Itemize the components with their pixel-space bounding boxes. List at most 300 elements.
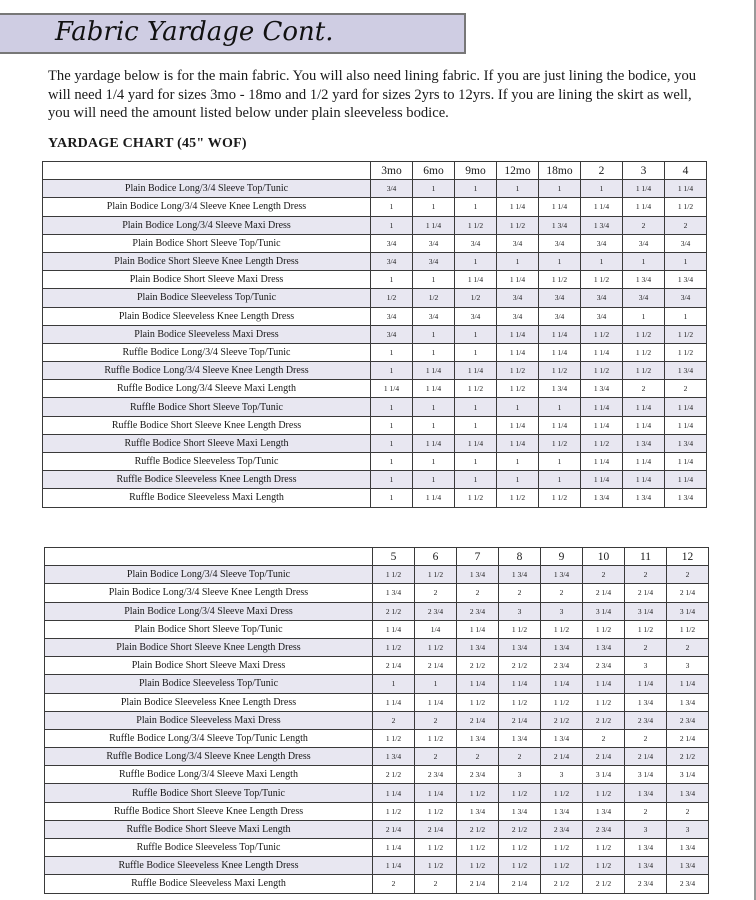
garment-style-label: Plain Bodice Short Sleeve Top/Tunic: [45, 620, 373, 638]
yardage-cell: 3/4: [539, 289, 581, 307]
yardage-cell: 1 3/4: [539, 380, 581, 398]
yardage-cell: 1: [413, 453, 455, 471]
garment-style-label: Plain Bodice Sleeveless Knee Length Dress: [45, 693, 373, 711]
yardage-cell: 1 1/2: [499, 857, 541, 875]
yardage-cell: 1: [371, 453, 413, 471]
yardage-cell: 1 1/4: [623, 471, 665, 489]
yardage-cell: 1 3/4: [665, 434, 707, 452]
yardage-cell: 1 1/4: [455, 362, 497, 380]
yardage-cell: 1: [665, 307, 707, 325]
yardage-cell: 1 1/2: [457, 839, 499, 857]
yardage-cell: 2: [415, 711, 457, 729]
yardage-cell: 1 1/4: [497, 325, 539, 343]
yardage-cell: 1 1/4: [373, 784, 415, 802]
yardage-cell: 2: [415, 875, 457, 893]
yardage-cell: 3: [499, 766, 541, 784]
intro-paragraph: The yardage below is for the main fabric. You will also need lining fabric. If you are just lining the bodice, you will need 1/4 yard for sizes 3mo - 18mo and 1/2 yard for sizes 2yrs to 12yrs. If you are lining the skirt as well, you will need the amount listed below under plain sleeveless bodice.: [48, 68, 697, 122]
yardage-cell: 1 3/4: [583, 638, 625, 656]
garment-style-label: Ruffle Bodice Long/3/4 Sleeve Top/Tunic Length: [45, 729, 373, 747]
yardage-cell: 1 1/2: [539, 434, 581, 452]
yardage-cell: 1: [371, 434, 413, 452]
size-header-row: [43, 162, 707, 180]
yardage-cell: 1 1/4: [497, 416, 539, 434]
garment-style-label: Plain Bodice Long/3/4 Sleeve Top/Tunic: [45, 566, 373, 584]
yardage-cell: 1: [539, 471, 581, 489]
yardage-cell: 1: [455, 180, 497, 198]
yardage-cell: 1 3/4: [499, 638, 541, 656]
yardage-cell: 2: [415, 584, 457, 602]
yardage-cell: 1: [371, 216, 413, 234]
yardage-cell: 1 1/4: [457, 620, 499, 638]
yardage-cell: 1: [413, 398, 455, 416]
yardage-cell: 1 1/4: [413, 434, 455, 452]
table-row: [43, 271, 707, 289]
yardage-cell: 1: [497, 398, 539, 416]
yardage-cell: 1 1/2: [665, 325, 707, 343]
yardage-cell: 2 1/2: [457, 820, 499, 838]
yardage-cell: 2 1/2: [667, 748, 709, 766]
yardage-cell: 1 1/4: [665, 398, 707, 416]
yardage-cell: 2 3/4: [667, 875, 709, 893]
yardage-cell: 1 1/4: [539, 325, 581, 343]
yardage-cell: 3/4: [455, 234, 497, 252]
size-header: 5: [373, 548, 415, 566]
yardage-cell: 1 1/4: [413, 489, 455, 507]
yardage-cell: 1: [371, 343, 413, 361]
yardage-cell: 3/4: [539, 307, 581, 325]
yardage-cell: 2 1/4: [457, 711, 499, 729]
garment-style-label: Ruffle Bodice Long/3/4 Sleeve Knee Length Dress: [45, 748, 373, 766]
yardage-cell: 1: [373, 675, 415, 693]
chart-heading: YARDAGE CHART (45" WOF): [48, 136, 247, 151]
yardage-cell: 1 3/4: [667, 839, 709, 857]
yardage-cell: 1 1/2: [623, 325, 665, 343]
size-header: 6: [415, 548, 457, 566]
yardage-cell: 3: [667, 657, 709, 675]
yardage-cell: 1 1/2: [499, 693, 541, 711]
yardage-cell: 2 1/4: [499, 711, 541, 729]
yardage-cell: 2: [415, 748, 457, 766]
yardage-cell: 1 1/2: [539, 362, 581, 380]
garment-style-label: Plain Bodice Sleeveless Top/Tunic: [43, 289, 371, 307]
table-row: [45, 857, 709, 875]
yardage-cell: 1 1/2: [455, 380, 497, 398]
yardage-cell: 3: [625, 657, 667, 675]
table-row: [45, 602, 709, 620]
garment-style-label: Ruffle Bodice Short Sleeve Maxi Length: [45, 820, 373, 838]
yardage-cell: 1 1/2: [457, 857, 499, 875]
yardage-cell: 1/4: [415, 620, 457, 638]
yardage-cell: 1 1/2: [415, 566, 457, 584]
yardage-cell: 3/4: [581, 234, 623, 252]
yardage-cell: 3/4: [665, 289, 707, 307]
yardage-cell: 2 1/2: [373, 602, 415, 620]
yardage-cell: 1/2: [455, 289, 497, 307]
yardage-cell: 1: [455, 398, 497, 416]
garment-style-label: Ruffle Bodice Sleeveless Knee Length Dress: [43, 471, 371, 489]
yardage-cell: 1 1/2: [539, 271, 581, 289]
yardage-cell: 1 1/2: [541, 784, 583, 802]
yardage-cell: 3/4: [581, 307, 623, 325]
garment-style-label: Ruffle Bodice Short Sleeve Knee Length Dress: [45, 802, 373, 820]
table-row: [45, 820, 709, 838]
garment-style-label: Plain Bodice Short Sleeve Knee Length Dress: [43, 252, 371, 270]
yardage-cell: 2: [457, 748, 499, 766]
yardage-cell: 1 1/4: [665, 471, 707, 489]
yardage-cell: 2: [667, 638, 709, 656]
yardage-cell: 2 3/4: [625, 711, 667, 729]
yardage-cell: 3/4: [371, 307, 413, 325]
yardage-cell: 2 1/4: [667, 584, 709, 602]
table-row: [45, 657, 709, 675]
yardage-cell: 1 1/4: [497, 198, 539, 216]
yardage-cell: 3/4: [371, 252, 413, 270]
yardage-cell: 2: [583, 729, 625, 747]
yardage-cell: 2: [457, 584, 499, 602]
yardage-cell: 2 3/4: [457, 766, 499, 784]
yardage-cell: 3/4: [623, 234, 665, 252]
yardage-cell: 1: [413, 180, 455, 198]
yardage-cell: 1 1/4: [373, 857, 415, 875]
yardage-cell: 1 1/4: [665, 416, 707, 434]
size-header: 4: [665, 162, 707, 180]
yardage-cell: 2 3/4: [583, 657, 625, 675]
yardage-cell: 2 1/2: [457, 657, 499, 675]
garment-style-label: Ruffle Bodice Sleeveless Top/Tunic: [43, 453, 371, 471]
table-row: [43, 180, 707, 198]
yardage-cell: 1 3/4: [581, 380, 623, 398]
yardage-cell: 2 1/4: [541, 748, 583, 766]
yardage-cell: 2 3/4: [415, 766, 457, 784]
yardage-cell: 1 1/2: [581, 271, 623, 289]
yardage-cell: 1: [413, 471, 455, 489]
yardage-cell: 1: [413, 198, 455, 216]
garment-style-label: Ruffle Bodice Short Sleeve Top/Tunic: [43, 398, 371, 416]
yardage-cell: 1 1/2: [581, 362, 623, 380]
yardage-cell: 1 1/2: [539, 489, 581, 507]
garment-style-label: Plain Bodice Short Sleeve Knee Length Dress: [45, 638, 373, 656]
garment-style-label: Plain Bodice Long/3/4 Sleeve Maxi Dress: [45, 602, 373, 620]
yardage-cell: 1 3/4: [625, 693, 667, 711]
yardage-cell: 1/2: [413, 289, 455, 307]
yardage-cell: 1 1/2: [541, 620, 583, 638]
yardage-cell: 3: [541, 766, 583, 784]
table-row: [43, 325, 707, 343]
size-header: 3mo: [371, 162, 413, 180]
yardage-cell: 1 1/4: [625, 675, 667, 693]
yardage-cell: 1 1/4: [581, 343, 623, 361]
yardage-cell: 1 1/2: [623, 362, 665, 380]
yardage-cell: 2 1/4: [415, 820, 457, 838]
garment-style-label: Plain Bodice Sleeveless Top/Tunic: [45, 675, 373, 693]
yardage-cell: 2 1/4: [625, 748, 667, 766]
yardage-cell: 1 1/4: [581, 416, 623, 434]
yardage-cell: 1: [415, 675, 457, 693]
yardage-cell: 1: [623, 252, 665, 270]
yardage-cell: 2 3/4: [415, 602, 457, 620]
yardage-cell: 1: [413, 271, 455, 289]
table-row: [43, 289, 707, 307]
yardage-cell: 1: [581, 180, 623, 198]
yardage-cell: 3/4: [497, 289, 539, 307]
yardage-cell: 1 1/4: [581, 398, 623, 416]
yardage-cell: 1 1/2: [455, 216, 497, 234]
yardage-cell: 1 1/2: [455, 489, 497, 507]
yardage-cell: 1 1/2: [415, 729, 457, 747]
yardage-cell: 2: [583, 566, 625, 584]
yardage-table-large-sizes: [44, 547, 709, 894]
garment-style-label: Plain Bodice Sleeveless Maxi Dress: [43, 325, 371, 343]
yardage-cell: 1 1/2: [667, 620, 709, 638]
yardage-cell: 3 1/4: [625, 766, 667, 784]
yardage-cell: 1 3/4: [541, 566, 583, 584]
table-row: [45, 566, 709, 584]
yardage-cell: 1 1/4: [373, 693, 415, 711]
yardage-cell: 2: [665, 380, 707, 398]
yardage-cell: 1 1/4: [539, 198, 581, 216]
garment-style-label: Ruffle Bodice Short Sleeve Top/Tunic: [45, 784, 373, 802]
garment-style-label: Ruffle Bodice Short Sleeve Maxi Length: [43, 434, 371, 452]
yardage-cell: 2 3/4: [625, 875, 667, 893]
yardage-cell: 1 1/2: [665, 198, 707, 216]
garment-style-label: Plain Bodice Short Sleeve Maxi Dress: [43, 271, 371, 289]
yardage-cell: 1 3/4: [581, 489, 623, 507]
garment-style-label: Plain Bodice Short Sleeve Top/Tunic: [43, 234, 371, 252]
yardage-cell: 1 1/4: [455, 434, 497, 452]
garment-style-label: Ruffle Bodice Short Sleeve Knee Length Dress: [43, 416, 371, 434]
yardage-cell: 3/4: [497, 307, 539, 325]
yardage-cell: 1 3/4: [541, 802, 583, 820]
yardage-cell: 2 1/4: [499, 875, 541, 893]
yardage-cell: 1 1/2: [497, 216, 539, 234]
garment-style-label: Ruffle Bodice Sleeveless Top/Tunic: [45, 839, 373, 857]
yardage-cell: 1 3/4: [373, 748, 415, 766]
yardage-cell: 2 1/2: [541, 875, 583, 893]
yardage-cell: 1: [371, 398, 413, 416]
garment-style-label: Ruffle Bodice Long/3/4 Sleeve Top/Tunic: [43, 343, 371, 361]
yardage-cell: 1 1/4: [413, 362, 455, 380]
yardage-cell: 1/2: [371, 289, 413, 307]
yardage-cell: 2: [623, 216, 665, 234]
yardage-cell: 1 1/4: [415, 693, 457, 711]
yardage-cell: 1 1/2: [625, 620, 667, 638]
yardage-cell: 1 1/2: [499, 784, 541, 802]
yardage-cell: 3: [667, 820, 709, 838]
yardage-cell: 2 1/2: [499, 657, 541, 675]
table-row: [43, 216, 707, 234]
garment-style-label: Ruffle Bodice Long/3/4 Sleeve Maxi Length: [45, 766, 373, 784]
table-row: [43, 416, 707, 434]
table-row: [43, 398, 707, 416]
yardage-cell: 1 1/4: [581, 198, 623, 216]
yardage-cell: 1: [455, 343, 497, 361]
yardage-cell: 1 1/2: [415, 638, 457, 656]
yardage-cell: 1 1/4: [581, 471, 623, 489]
yardage-cell: 1 3/4: [623, 434, 665, 452]
yardage-cell: 1 3/4: [499, 566, 541, 584]
yardage-cell: 1 1/2: [583, 839, 625, 857]
yardage-cell: 1 1/2: [583, 693, 625, 711]
garment-style-label: Ruffle Bodice Long/3/4 Sleeve Knee Length Dress: [43, 362, 371, 380]
yardage-table-small-sizes: [42, 161, 707, 508]
yardage-cell: 1: [413, 325, 455, 343]
yardage-cell: 1 3/4: [499, 729, 541, 747]
yardage-cell: 1 3/4: [541, 638, 583, 656]
yardage-cell: 2: [541, 584, 583, 602]
yardage-cell: 1 1/4: [415, 784, 457, 802]
yardage-cell: 1 3/4: [583, 802, 625, 820]
yardage-cell: 3 1/4: [625, 602, 667, 620]
yardage-cell: 1 1/2: [373, 638, 415, 656]
yardage-cell: 2: [625, 729, 667, 747]
yardage-cell: 1 3/4: [581, 216, 623, 234]
yardage-cell: 3/4: [497, 234, 539, 252]
garment-style-label: Plain Bodice Long/3/4 Sleeve Knee Length Dress: [45, 584, 373, 602]
yardage-cell: 2: [667, 566, 709, 584]
table-row: [45, 729, 709, 747]
yardage-cell: 3 1/4: [583, 766, 625, 784]
yardage-cell: 1 1/2: [373, 729, 415, 747]
yardage-cell: 1 3/4: [499, 802, 541, 820]
size-header: 9: [541, 548, 583, 566]
table-row: [43, 234, 707, 252]
table-row: [45, 620, 709, 638]
yardage-cell: 1 1/4: [583, 675, 625, 693]
table-row: [45, 784, 709, 802]
yardage-cell: 1 1/4: [667, 675, 709, 693]
garment-style-label: Ruffle Bodice Sleeveless Maxi Length: [45, 875, 373, 893]
yardage-cell: 1 1/4: [623, 453, 665, 471]
yardage-cell: 1 1/2: [499, 839, 541, 857]
yardage-cell: 1: [623, 307, 665, 325]
yardage-cell: 1: [539, 252, 581, 270]
yardage-cell: 1: [539, 398, 581, 416]
yardage-cell: 1 1/4: [623, 398, 665, 416]
size-header: 7: [457, 548, 499, 566]
yardage-cell: 2 1/4: [667, 729, 709, 747]
yardage-cell: 1 3/4: [665, 271, 707, 289]
size-header: 2: [581, 162, 623, 180]
yardage-cell: 3 1/4: [583, 602, 625, 620]
yardage-cell: 1 1/4: [581, 453, 623, 471]
table-row: [43, 489, 707, 507]
table-row: [43, 252, 707, 270]
yardage-cell: 1 1/4: [497, 343, 539, 361]
yardage-cell: 2 1/4: [415, 657, 457, 675]
yardage-cell: 1 3/4: [625, 784, 667, 802]
garment-style-label: Plain Bodice Sleeveless Maxi Dress: [45, 711, 373, 729]
yardage-cell: 2 1/4: [583, 748, 625, 766]
table-row: [43, 453, 707, 471]
yardage-cell: 1 1/2: [581, 434, 623, 452]
yardage-cell: 1 1/4: [373, 620, 415, 638]
yardage-cell: 3 1/4: [667, 766, 709, 784]
yardage-cell: 1 1/4: [371, 380, 413, 398]
yardage-cell: 2 3/4: [457, 602, 499, 620]
table-row: [45, 802, 709, 820]
yardage-cell: 1 3/4: [457, 729, 499, 747]
yardage-cell: 1 3/4: [539, 216, 581, 234]
yardage-cell: 1 3/4: [457, 566, 499, 584]
yardage-cell: 1 1/4: [499, 675, 541, 693]
yardage-cell: 3/4: [413, 252, 455, 270]
yardage-cell: 2: [625, 802, 667, 820]
page-title: Fabric Yardage Cont.: [55, 17, 334, 47]
yardage-cell: 2: [499, 584, 541, 602]
yardage-cell: 1: [371, 471, 413, 489]
yardage-cell: 1: [539, 180, 581, 198]
yardage-cell: 1 1/2: [497, 489, 539, 507]
yardage-cell: 1 1/4: [665, 180, 707, 198]
yardage-cell: 2: [373, 875, 415, 893]
table-row: [43, 380, 707, 398]
yardage-cell: 1 3/4: [667, 857, 709, 875]
yardage-cell: 1 3/4: [541, 729, 583, 747]
yardage-cell: 1: [497, 471, 539, 489]
yardage-cell: 2: [667, 802, 709, 820]
yardage-cell: 2 1/2: [373, 766, 415, 784]
yardage-cell: 1 1/2: [583, 620, 625, 638]
yardage-cell: 1: [371, 271, 413, 289]
yardage-cell: 1 3/4: [665, 489, 707, 507]
header-blank-cell: [43, 162, 371, 180]
yardage-cell: 1 1/4: [413, 380, 455, 398]
yardage-cell: 3/4: [371, 325, 413, 343]
yardage-cell: 1 1/2: [583, 857, 625, 875]
yardage-cell: 1: [455, 198, 497, 216]
table-row: [45, 748, 709, 766]
size-header-row: [45, 548, 709, 566]
table-row: [45, 711, 709, 729]
yardage-cell: 3/4: [581, 289, 623, 307]
yardage-cell: 2: [499, 748, 541, 766]
size-header: 3: [623, 162, 665, 180]
yardage-cell: 1: [455, 453, 497, 471]
yardage-cell: 2 3/4: [667, 711, 709, 729]
yardage-cell: 1 1/4: [623, 416, 665, 434]
yardage-cell: 1 1/4: [539, 343, 581, 361]
yardage-cell: 1: [371, 362, 413, 380]
yardage-cell: 3/4: [413, 234, 455, 252]
yardage-cell: 1 1/2: [497, 362, 539, 380]
yardage-cell: 2: [625, 638, 667, 656]
garment-style-label: Ruffle Bodice Long/3/4 Sleeve Maxi Length: [43, 380, 371, 398]
size-header: 8: [499, 548, 541, 566]
yardage-cell: 1 1/2: [541, 693, 583, 711]
yardage-cell: 1 1/4: [373, 839, 415, 857]
garment-style-label: Plain Bodice Long/3/4 Sleeve Maxi Dress: [43, 216, 371, 234]
table-row: [45, 875, 709, 893]
yardage-cell: 1 3/4: [625, 857, 667, 875]
yardage-cell: 1 1/4: [497, 434, 539, 452]
yardage-cell: 1: [497, 453, 539, 471]
size-header: 6mo: [413, 162, 455, 180]
yardage-cell: 1 1/2: [623, 343, 665, 361]
yardage-cell: 1 1/4: [457, 675, 499, 693]
yardage-cell: 1 1/2: [541, 839, 583, 857]
yardage-cell: 3: [541, 602, 583, 620]
header-blank-cell: [45, 548, 373, 566]
yardage-cell: 3: [625, 820, 667, 838]
yardage-cell: 3/4: [539, 234, 581, 252]
table-row: [43, 471, 707, 489]
yardage-cell: 1 3/4: [457, 802, 499, 820]
yardage-cell: 1 1/4: [539, 416, 581, 434]
yardage-cell: 1 1/2: [499, 620, 541, 638]
garment-style-label: Plain Bodice Long/3/4 Sleeve Knee Length Dress: [43, 198, 371, 216]
table-row: [45, 766, 709, 784]
table-row: [45, 839, 709, 857]
